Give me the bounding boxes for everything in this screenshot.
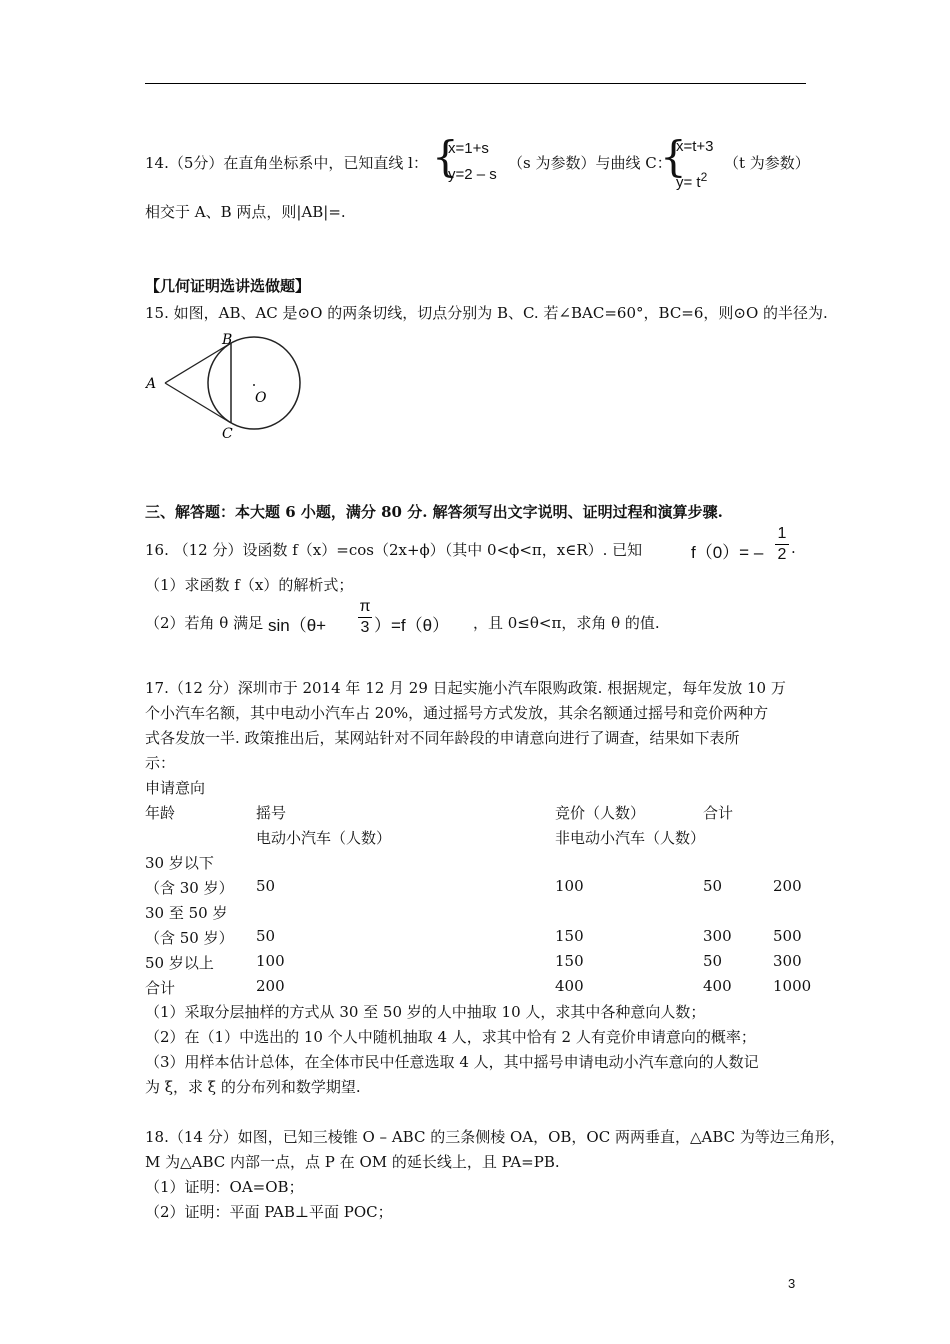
label-b: B <box>222 332 233 348</box>
q17-line-4: 示： <box>145 754 176 772</box>
table-row2-nonev: 150 <box>555 927 584 945</box>
table-row4-nonev: 400 <box>555 977 584 995</box>
table-row2-ev: 50 <box>256 927 276 945</box>
table-row1-total: 200 <box>773 877 802 895</box>
q16-part2-b: ，且 0≤θ<π，求角 θ 的值. <box>473 614 660 632</box>
q17-line-3: 式各发放一半. 政策推出后，某网站针对不同年龄段的申请意向进行了调查，结果如下表所 <box>145 729 740 747</box>
q14-line-eq2: y=2 – s <box>448 166 497 183</box>
table-header-ev: 电动小汽车（人数） <box>256 829 392 847</box>
center-dot <box>253 384 255 386</box>
table-row3-ev: 100 <box>256 952 285 970</box>
header-rule <box>145 83 806 84</box>
q16-text: 16. （12 分）设函数 f（x）=cos（2x+ϕ）（其中 0<ϕ<π，x∈R）. 已知 <box>145 541 643 559</box>
table-row4-total: 1000 <box>773 977 812 995</box>
q17-part-1: （1）采取分层抽样的方式从 30 至 50 岁的人中抽取 10 人，求其中各种意向人数； <box>145 1003 706 1021</box>
q16-part2-a: （2）若角 θ 满足 <box>145 614 264 632</box>
q14-brace-2: { <box>660 132 687 181</box>
table-row2-bid: 300 <box>703 927 732 945</box>
q15-text: 15. 如图，AB、AC 是⊙O 的两条切线，切点分别为 B、C. 若∠BAC=60°，BC=6，则⊙O 的半径为. <box>145 304 828 322</box>
table-row3-nonev: 150 <box>555 952 584 970</box>
q18-line-4: （2）证明：平面 PAB⊥平面 POC； <box>145 1203 393 1221</box>
q17-line-1: 17.（12 分）深圳市于 2014 年 12 月 29 日起实施小汽车限购政策. 根据规定，每年发放 10 万 <box>145 679 786 697</box>
table-row1-nonev: 100 <box>555 877 584 895</box>
q14-param1: （s 为参数）与曲线 C： <box>508 154 672 172</box>
q18-line-3: （1）证明：OA=OB； <box>145 1178 304 1196</box>
table-row3-label: 50 岁以上 <box>145 954 214 972</box>
table-header-nonev: 非电动小汽车（人数） <box>555 829 706 847</box>
q17-part-4: 为 ξ，求 ξ 的分布列和数学期望. <box>145 1078 361 1096</box>
circle-o <box>208 337 300 429</box>
q14-prefix: 14.（5分）在直角坐标系中，已知直线 l： <box>145 154 428 172</box>
table-row4-label: 合计 <box>145 979 176 997</box>
label-c: C <box>222 426 233 442</box>
page-number: 3 <box>788 1276 796 1291</box>
table-header-yaohao: 摇号 <box>256 804 287 822</box>
q16-period: . <box>791 539 796 557</box>
q18-line-1: 18.（14 分）如图，已知三棱锥 O – ABC 的三条侧棱 OA，OB，OC 两两垂直，△ABC 为等边三角形， <box>145 1128 845 1146</box>
q14-curve-eq2: $y= t^2$ <box>676 170 708 191</box>
table-row4-ev: 200 <box>256 977 285 995</box>
q14-brace-1: { <box>432 132 459 181</box>
section-geometry-heading: 【几何证明选讲选做题】 <box>145 277 311 295</box>
q16-f0-fraction: 1 2 <box>775 525 789 564</box>
table-row2-total: 500 <box>773 927 802 945</box>
q16-sin: sin（θ+ <box>268 616 327 635</box>
table-row3-total: 300 <box>773 952 802 970</box>
label-a: A <box>146 376 157 392</box>
table-corner-top: 申请意向 <box>145 779 206 797</box>
q15-figure <box>140 330 310 445</box>
q14-param2: （t 为参数） <box>724 154 810 172</box>
q16-pi-fraction: π 3 <box>359 598 371 636</box>
q17-line-2: 个小汽车名额，其中电动小汽车占 20%，通过摇号方式发放，其余名额通过摇号和竞价两种方 <box>145 704 769 722</box>
table-corner-bottom: 年龄 <box>145 804 176 822</box>
q14-line2: 相交于 A、B 两点，则|AB|=. <box>145 203 346 221</box>
section-3-heading: 三、解答题：本大题 6 小题，满分 80 分. 解答须写出文字说明、证明过程和演算步骤. <box>145 503 723 521</box>
table-row2-label1: 30 至 50 岁 <box>145 904 228 922</box>
q16-feq: ）=f（θ） <box>374 616 450 635</box>
q14-line-eq1: x=1+s <box>448 140 489 157</box>
q17-part-2: （2）在（1）中选出的 10 个人中随机抽取 4 人，求其中恰有 2 人有竞价申请意向的概率； <box>145 1028 756 1046</box>
table-header-jingjia: 竞价（人数） <box>555 804 646 822</box>
q16-f0: f（0）= – <box>691 543 764 562</box>
label-o: O <box>255 390 267 406</box>
table-row1-label1: 30 岁以下 <box>145 854 214 872</box>
q18-line-2: M 为△ABC 内部一点，点 P 在 OM 的延长线上，且 PA=PB. <box>145 1153 560 1171</box>
table-header-total: 合计 <box>703 804 734 822</box>
q16-part1: （1）求函数 f（x）的解析式； <box>145 576 354 594</box>
tangent-ac <box>165 383 231 423</box>
table-row1-bid: 50 <box>703 877 723 895</box>
tangent-ab <box>165 343 231 383</box>
table-row1-label2: （含 30 岁） <box>145 879 234 897</box>
q17-part-3: （3）用样本估计总体，在全体市民中任意选取 4 人，其中摇号申请电动小汽车意向的人数记 <box>145 1053 759 1071</box>
q14-curve-eq1: x=t+3 <box>676 138 714 155</box>
table-row1-ev: 50 <box>256 877 276 895</box>
table-row2-label2: （含 50 岁） <box>145 929 234 947</box>
table-row4-bid: 400 <box>703 977 732 995</box>
table-row3-bid: 50 <box>703 952 723 970</box>
